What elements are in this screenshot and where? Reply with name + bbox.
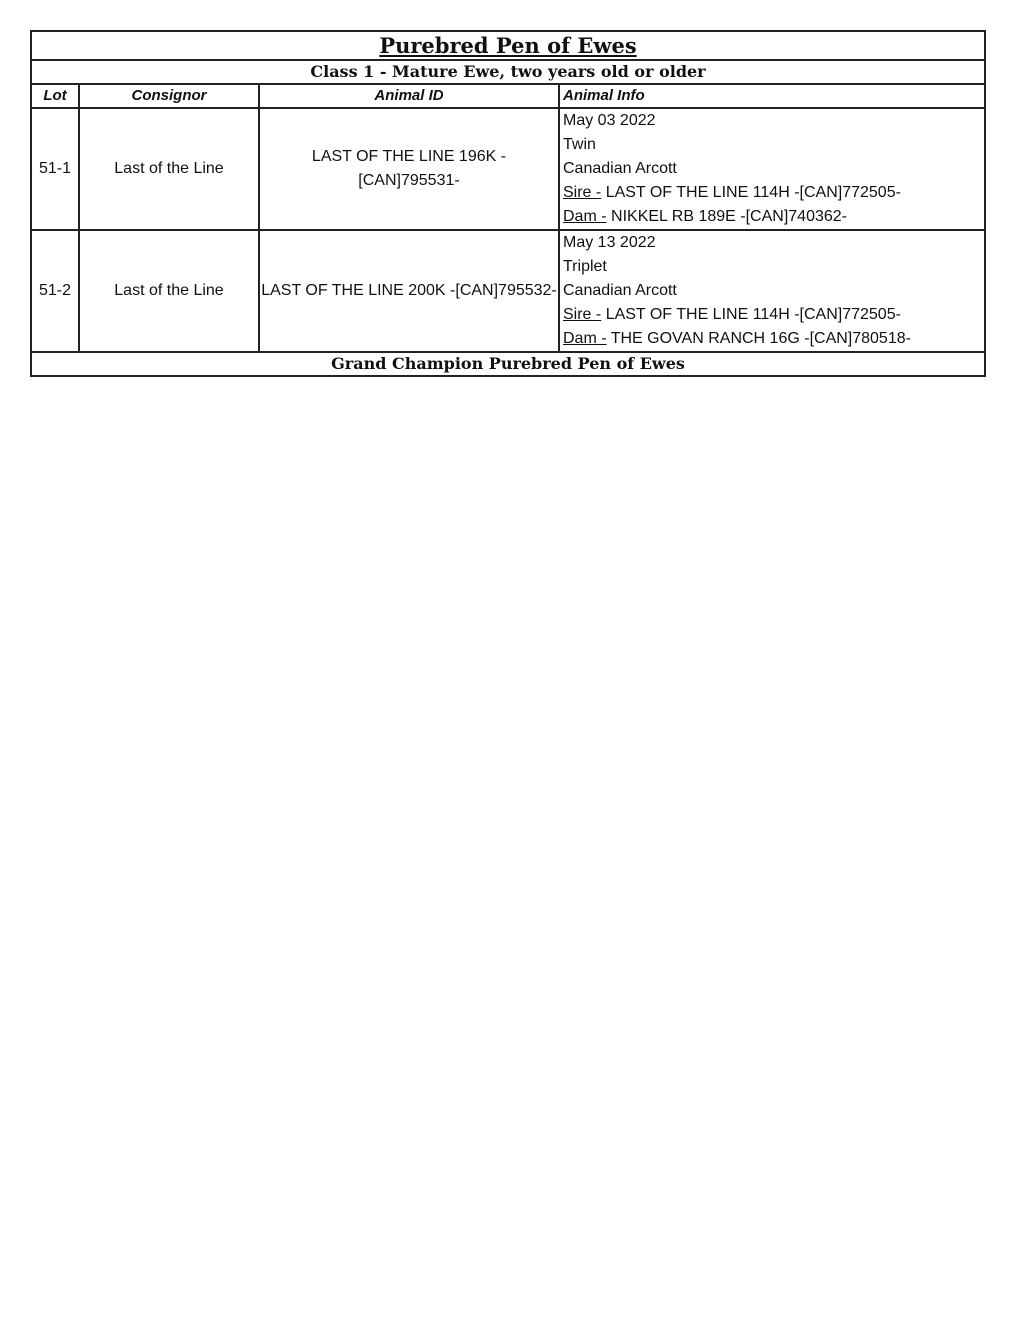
- column-header-lot: Lot: [31, 84, 79, 108]
- breed: Canadian Arcott: [563, 282, 677, 299]
- page-title-text: Purebred Pen of Ewes: [379, 33, 637, 58]
- grand-champion-label: Grand Champion Purebred Pen of Ewes: [31, 352, 985, 376]
- ewes-sheet: [30, 30, 984, 377]
- sire-line: [563, 303, 984, 327]
- birth-date: May 13 2022: [563, 234, 656, 251]
- dam-line: [563, 205, 984, 229]
- animal-id-cell: LAST OF THE LINE 200K -[CAN]795532-: [259, 230, 559, 352]
- table-row: [31, 108, 985, 230]
- lot-cell: 51-1: [31, 108, 79, 230]
- sire-value: LAST OF THE LINE 114H -[CAN]772505-: [605, 184, 901, 201]
- sire-value: LAST OF THE LINE 114H -[CAN]772505-: [605, 306, 901, 323]
- birth-type: Twin: [563, 136, 596, 153]
- birth-type: Triplet: [563, 258, 607, 275]
- sire-label: Sire -: [563, 306, 602, 323]
- column-header-animal-id: Animal ID: [259, 84, 559, 108]
- table-row: [31, 230, 985, 352]
- column-header-animal-info: Animal Info: [559, 84, 985, 108]
- dam-label: Dam -: [563, 330, 607, 347]
- sire-line: [563, 181, 984, 205]
- lot-cell: 51-2: [31, 230, 79, 352]
- class-title: Class 1 - Mature Ewe, two years old or older: [31, 60, 985, 84]
- dam-line: [563, 327, 984, 351]
- title-row: [31, 31, 985, 60]
- consignor-cell: Last of the Line: [79, 108, 259, 230]
- animal-info-cell: [559, 108, 985, 230]
- animal-info-cell: [559, 230, 985, 352]
- consignor-cell: Last of the Line: [79, 230, 259, 352]
- class-row: [31, 60, 985, 84]
- birth-date: May 03 2022: [563, 112, 656, 129]
- dam-label: Dam -: [563, 208, 607, 225]
- animal-id-cell: LAST OF THE LINE 196K -[CAN]795531-: [259, 108, 559, 230]
- footer-row: [31, 352, 985, 376]
- dam-value: THE GOVAN RANCH 16G -[CAN]780518-: [610, 330, 911, 347]
- sire-label: Sire -: [563, 184, 602, 201]
- ewes-table: [30, 30, 986, 377]
- dam-value: NIKKEL RB 189E -[CAN]740362-: [611, 208, 847, 225]
- header-row: [31, 84, 985, 108]
- column-header-consignor: Consignor: [79, 84, 259, 108]
- page-title: [31, 31, 985, 60]
- breed: Canadian Arcott: [563, 160, 677, 177]
